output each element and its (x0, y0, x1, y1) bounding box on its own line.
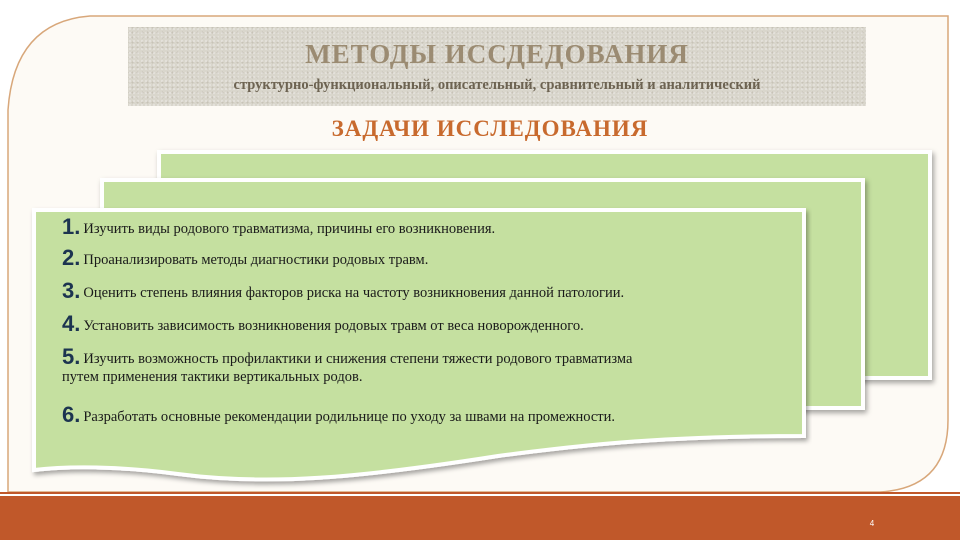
task-text: Разработать основные рекомендации родильнице по уходу за швами на промежности. (83, 409, 616, 425)
footer-divider (0, 492, 960, 494)
task-number: 4. (62, 311, 81, 336)
task-item-5 (62, 344, 802, 386)
page-number: 4 (869, 519, 875, 528)
methods-subtitle: структурно-функциональный, описательный, сравнительный и аналитический (233, 77, 761, 93)
task-number: 3. (62, 278, 81, 303)
task-number: 1. (62, 214, 81, 239)
footer-bar (0, 496, 960, 540)
task-item-6 (62, 402, 802, 427)
task-number: 2. (62, 245, 81, 270)
task-text: Установить зависимость возникновения родовых травм от веса новорожденного. (83, 318, 584, 334)
task-number: 6. (62, 402, 81, 427)
task-item-1 (62, 214, 802, 239)
task-item-4 (62, 311, 802, 336)
task-text: Изучить виды родового травматизма, причины его возникновения. (83, 221, 496, 237)
task-text: Изучить возможность профилактики и снижения степени тяжести родового травматизма (83, 351, 633, 367)
methods-title: МЕТОДЫ ИССДЕДОВАНИЯ (305, 39, 689, 69)
task-item-3 (62, 278, 802, 303)
task-text-continuation: путем применения тактики вертикальных родов. (62, 369, 363, 385)
task-text: Проанализировать методы диагностики родовых травм. (83, 252, 429, 268)
task-text: Оценить степень влияния факторов риска на частоту возникновения данной патологии. (83, 285, 625, 301)
tasks-title: ЗАДАЧИ ИССЛЕДОВАНИЯ (331, 116, 649, 141)
task-item-2 (62, 245, 802, 270)
methods-header (128, 27, 866, 106)
task-number: 5. (62, 344, 81, 369)
